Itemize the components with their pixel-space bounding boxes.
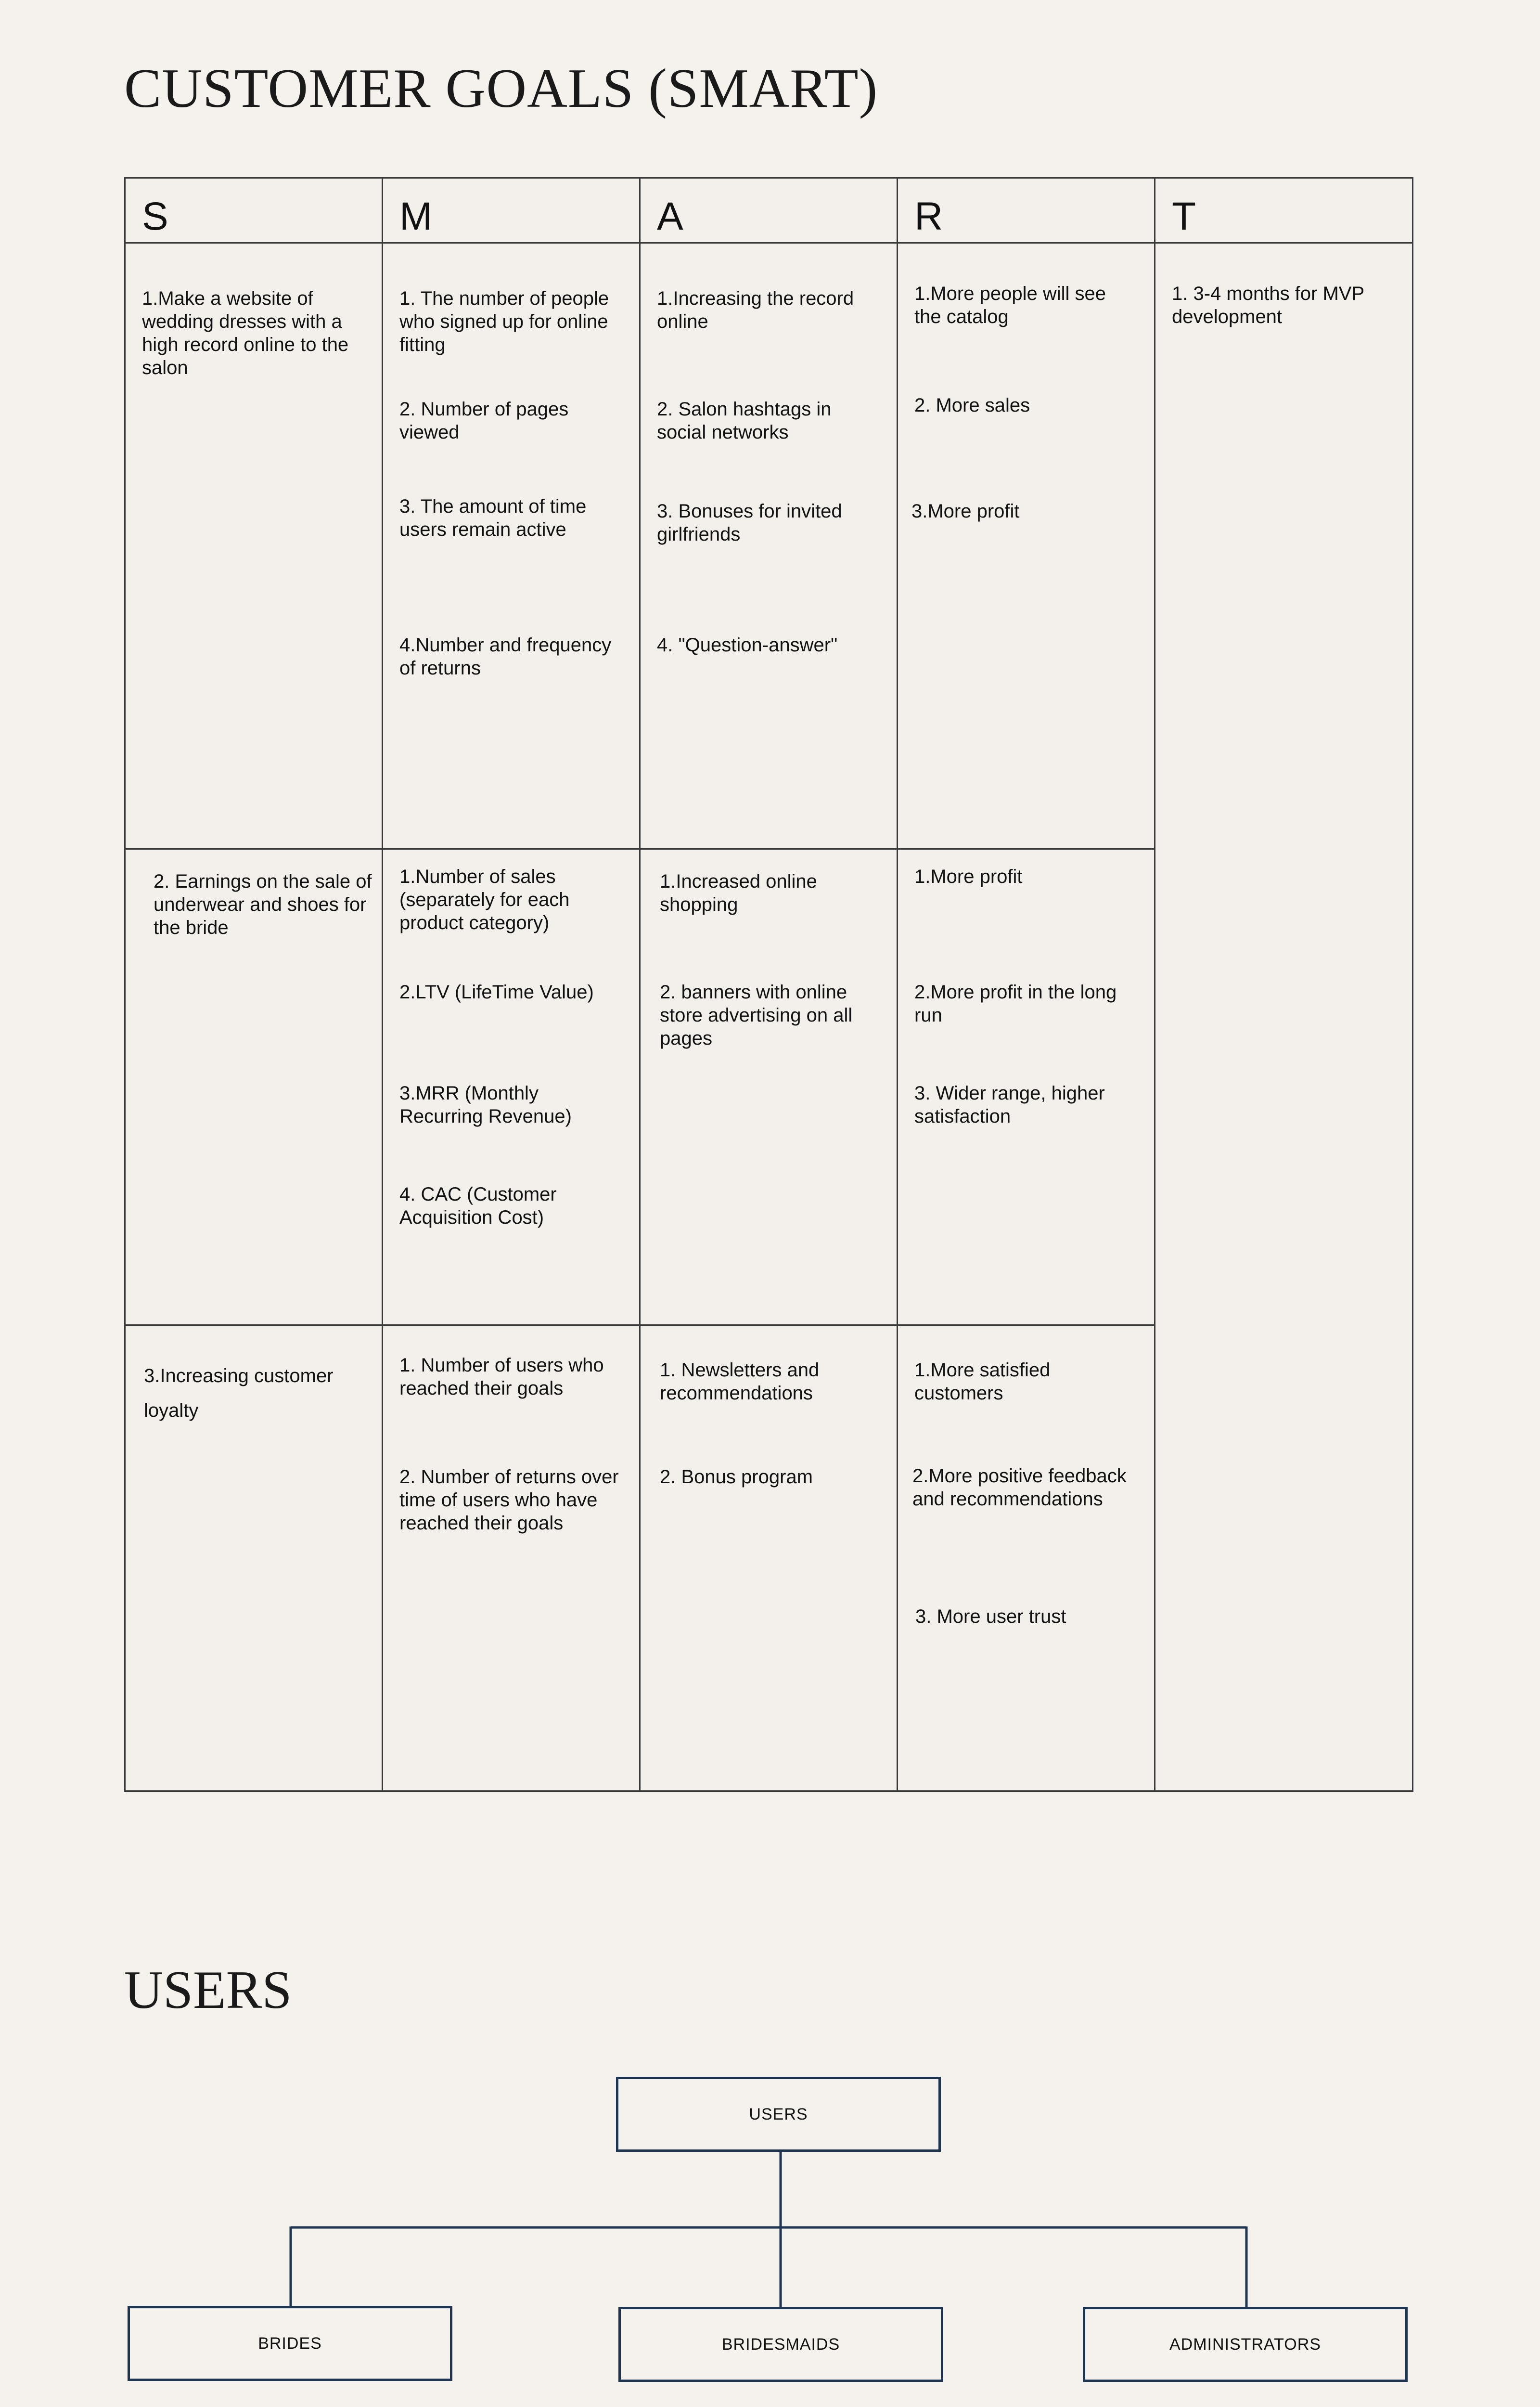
t-cell — [1154, 242, 1413, 1792]
row1-a-item: 1.Increasing the record online — [657, 288, 854, 332]
bridesmaids-node: BRIDESMAIDS — [618, 2307, 943, 2382]
header-cell-t — [1154, 177, 1413, 244]
row3-m-item: 1. Number of users who reached their goals — [399, 1355, 604, 1399]
row2-s-item: 2. Earnings on the sale of underwear and shoes for the bride — [154, 871, 372, 938]
row2-m-item: 2.LTV (LifeTime Value) — [399, 982, 594, 1003]
row2-r-cell — [897, 848, 1155, 1326]
page-title: CUSTOMER GOALS (SMART) — [124, 58, 878, 119]
row1-m-item: 2. Number of pages viewed — [399, 399, 569, 443]
row1-a-item: 3. Bonuses for invited girlfriends — [657, 501, 842, 545]
header-t: T — [1172, 194, 1196, 238]
header-m: M — [399, 194, 433, 238]
row2-m-item: 4. CAC (Customer Acquisition Cost) — [399, 1184, 557, 1228]
row1-m-item: 3. The amount of time users remain active — [399, 496, 587, 540]
row2-m-item: 1.Number of sales (separately for each product category) — [399, 866, 570, 933]
row2-a-item: 2. banners with online store advertising on all pages — [660, 982, 853, 1049]
t-item: 1. 3-4 months for MVP development — [1172, 283, 1364, 327]
row3-s-item: 3.Increasing customer loyalty — [144, 1365, 334, 1421]
row2-s-cell — [124, 848, 383, 1326]
administrators-node: ADMINISTRATORS — [1083, 2307, 1408, 2382]
row1-a-cell — [639, 242, 898, 850]
row3-a-cell — [639, 1324, 898, 1792]
users-hierarchy-diagram — [0, 2060, 1540, 2397]
row1-r-item: 1.More people will see the catalog — [914, 283, 1106, 327]
brides-node: BRIDES — [128, 2306, 452, 2381]
row3-m-item: 2. Number of returns over time of users who have reached their goals — [399, 1466, 619, 1534]
row2-a-cell — [639, 848, 898, 1326]
row3-r-item: 3. More user trust — [915, 1606, 1066, 1627]
header-a: A — [657, 194, 683, 238]
row2-r-item: 1.More profit — [914, 866, 1023, 887]
row1-m-cell — [382, 242, 641, 850]
row1-s-item: 1.Make a website of wedding dresses with a high record online to the salon — [142, 288, 349, 378]
row1-r-item: 3.More profit — [911, 501, 1020, 522]
header-r: R — [914, 194, 943, 238]
header-cell-s — [124, 177, 383, 244]
header-s: S — [142, 194, 168, 238]
row3-a-item: 2. Bonus program — [660, 1466, 813, 1488]
row1-r-cell — [897, 242, 1155, 850]
row3-r-cell — [897, 1324, 1155, 1792]
header-cell-a — [639, 177, 898, 244]
row1-m-item: 4.Number and frequency of returns — [399, 634, 612, 679]
header-cell-m — [382, 177, 641, 244]
row1-s-cell — [124, 242, 383, 850]
row3-a-item: 1. Newsletters and recommendations — [660, 1359, 820, 1404]
row1-a-item: 2. Salon hashtags in social networks — [657, 399, 832, 443]
header-cell-r — [897, 177, 1155, 244]
row2-r-item: 3. Wider range, higher satisfaction — [914, 1083, 1105, 1127]
row2-m-item: 3.MRR (Monthly Recurring Revenue) — [399, 1083, 572, 1127]
users-root-node: USERS — [616, 2077, 941, 2152]
row3-r-item: 2.More positive feedback and recommendations — [912, 1465, 1127, 1510]
users-section-title: USERS — [124, 1960, 292, 2020]
smart-table — [124, 177, 1413, 1792]
row2-m-cell — [382, 848, 641, 1326]
row3-m-cell — [382, 1324, 641, 1792]
row1-m-item: 1. The number of people who signed up for online fitting — [399, 288, 609, 355]
row2-r-item: 2.More profit in the long run — [914, 982, 1117, 1026]
row3-r-item: 1.More satisfied customers — [914, 1359, 1051, 1404]
row3-s-cell — [124, 1324, 383, 1792]
row1-a-item: 4. "Question-answer" — [657, 634, 838, 656]
row1-r-item: 2. More sales — [914, 395, 1030, 416]
row2-a-item: 1.Increased online shopping — [660, 871, 817, 915]
